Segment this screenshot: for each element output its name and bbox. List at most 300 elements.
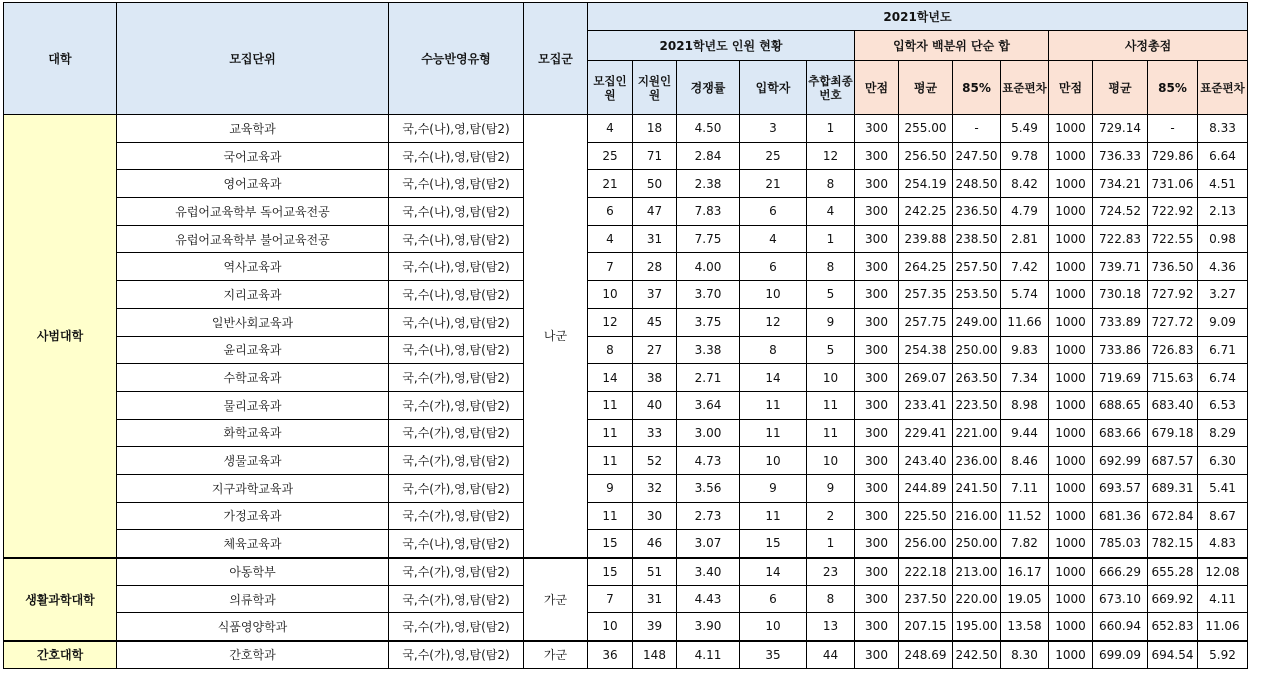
value-cell: 15 (588, 558, 633, 586)
header-college: 대학 (4, 3, 117, 115)
value-cell: 2.38 (677, 170, 740, 198)
value-cell: 736.50 (1148, 253, 1198, 281)
value-cell: 7 (588, 253, 633, 281)
value-cell: 21 (588, 170, 633, 198)
value-cell: 669.92 (1148, 585, 1198, 613)
college-cell: 간호대학 (4, 641, 117, 669)
value-cell: 51 (633, 558, 677, 586)
header-apply: 지원인원 (633, 61, 677, 115)
value-cell: 1000 (1049, 253, 1093, 281)
group-cell: 나군 (524, 115, 588, 558)
value-cell: 1000 (1049, 391, 1093, 419)
value-cell: 2.73 (677, 502, 740, 530)
value-cell: 9.83 (1001, 336, 1049, 364)
value-cell: 1 (807, 225, 855, 253)
value-cell: 6 (740, 585, 807, 613)
table-row (4, 281, 1248, 309)
value-cell: 213.00 (953, 558, 1001, 586)
value-cell: 733.86 (1093, 336, 1148, 364)
unit-cell: 유럽어교육학부 불어교육전공 (117, 225, 389, 253)
value-cell: 38 (633, 364, 677, 392)
value-cell: 7.82 (1001, 530, 1049, 558)
value-cell: 2.13 (1198, 198, 1248, 226)
value-cell: 1000 (1049, 198, 1093, 226)
table-row (4, 170, 1248, 198)
table-row (4, 502, 1248, 530)
value-cell: 39 (633, 613, 677, 641)
value-cell: 300 (855, 308, 899, 336)
value-cell: 257.50 (953, 253, 1001, 281)
value-cell: 7.83 (677, 198, 740, 226)
value-cell: 3.70 (677, 281, 740, 309)
value-cell: 5 (807, 281, 855, 309)
unit-cell: 의류학과 (117, 585, 389, 613)
value-cell: 1000 (1049, 613, 1093, 641)
value-cell: 300 (855, 641, 899, 669)
value-cell: 241.50 (953, 474, 1001, 502)
value-cell: 225.50 (899, 502, 953, 530)
college-cell: 사범대학 (4, 115, 117, 558)
unit-cell: 식품영양학과 (117, 613, 389, 641)
value-cell: 25 (588, 142, 633, 170)
value-cell: 52 (633, 447, 677, 475)
value-cell: 300 (855, 253, 899, 281)
value-cell: 40 (633, 391, 677, 419)
header-p85-2: 85% (1148, 61, 1198, 115)
type-cell: 국,수(가),영,탐(탐2) (389, 502, 524, 530)
value-cell: 23 (807, 558, 855, 586)
type-cell: 국,수(나),영,탐(탐2) (389, 115, 524, 143)
value-cell: 242.50 (953, 641, 1001, 669)
unit-cell: 지구과학교육과 (117, 474, 389, 502)
value-cell: 4.43 (677, 585, 740, 613)
value-cell: 300 (855, 585, 899, 613)
admissions-table (3, 2, 1248, 669)
value-cell: 239.88 (899, 225, 953, 253)
value-cell: 15 (740, 530, 807, 558)
type-cell: 국,수(가),영,탐(탐2) (389, 613, 524, 641)
value-cell: 724.52 (1093, 198, 1148, 226)
value-cell: 11 (740, 502, 807, 530)
value-cell: 300 (855, 281, 899, 309)
value-cell: 3.56 (677, 474, 740, 502)
value-cell: 27 (633, 336, 677, 364)
value-cell: 3.00 (677, 419, 740, 447)
type-cell: 국,수(가),영,탐(탐2) (389, 391, 524, 419)
value-cell: 10 (807, 364, 855, 392)
value-cell: 13 (807, 613, 855, 641)
value-cell: 300 (855, 115, 899, 143)
header-status: 2021학년도 인원 현황 (588, 31, 855, 61)
value-cell: 233.41 (899, 391, 953, 419)
value-cell: 36 (588, 641, 633, 669)
value-cell: 249.00 (953, 308, 1001, 336)
unit-cell: 수학교육과 (117, 364, 389, 392)
value-cell: 30 (633, 502, 677, 530)
value-cell: 4.73 (677, 447, 740, 475)
type-cell: 국,수(나),영,탐(탐2) (389, 281, 524, 309)
header-last-number: 추합최종번호 (807, 61, 855, 115)
value-cell: 1000 (1049, 308, 1093, 336)
value-cell: 236.00 (953, 447, 1001, 475)
value-cell: 223.50 (953, 391, 1001, 419)
unit-cell: 체육교육과 (117, 530, 389, 558)
value-cell: 13.58 (1001, 613, 1049, 641)
table-row (4, 474, 1248, 502)
value-cell: 719.69 (1093, 364, 1148, 392)
value-cell: 11 (588, 502, 633, 530)
value-cell: 216.00 (953, 502, 1001, 530)
group-cell: 가군 (524, 558, 588, 641)
header-unit: 모집단위 (117, 3, 389, 115)
value-cell: 679.18 (1148, 419, 1198, 447)
value-cell: 8.67 (1198, 502, 1248, 530)
value-cell: 14 (740, 364, 807, 392)
type-cell: 국,수(가),영,탐(탐2) (389, 419, 524, 447)
value-cell: 263.50 (953, 364, 1001, 392)
value-cell: 3.40 (677, 558, 740, 586)
value-cell: 31 (633, 585, 677, 613)
value-cell: 8 (588, 336, 633, 364)
value-cell: 7 (588, 585, 633, 613)
unit-cell: 화학교육과 (117, 419, 389, 447)
value-cell: 44 (807, 641, 855, 669)
value-cell: 46 (633, 530, 677, 558)
value-cell: 688.65 (1093, 391, 1148, 419)
unit-cell: 영어교육과 (117, 170, 389, 198)
value-cell: 11.66 (1001, 308, 1049, 336)
value-cell: 220.00 (953, 585, 1001, 613)
value-cell: 1000 (1049, 281, 1093, 309)
value-cell: 35 (740, 641, 807, 669)
value-cell: 300 (855, 502, 899, 530)
value-cell: 15 (588, 530, 633, 558)
value-cell: 689.31 (1148, 474, 1198, 502)
table-row (4, 336, 1248, 364)
value-cell: 0.98 (1198, 225, 1248, 253)
unit-cell: 아동학부 (117, 558, 389, 586)
value-cell: 1000 (1049, 419, 1093, 447)
value-cell: 785.03 (1093, 530, 1148, 558)
value-cell: 300 (855, 530, 899, 558)
value-cell: 655.28 (1148, 558, 1198, 586)
value-cell: 9.78 (1001, 142, 1049, 170)
value-cell: 50 (633, 170, 677, 198)
type-cell: 국,수(가),영,탐(탐2) (389, 364, 524, 392)
value-cell: 8.30 (1001, 641, 1049, 669)
value-cell: 28 (633, 253, 677, 281)
value-cell: 12.08 (1198, 558, 1248, 586)
value-cell: 730.18 (1093, 281, 1148, 309)
value-cell: 243.40 (899, 447, 953, 475)
value-cell: 300 (855, 336, 899, 364)
type-cell: 국,수(나),영,탐(탐2) (389, 170, 524, 198)
value-cell: 1000 (1049, 336, 1093, 364)
value-cell: 699.09 (1093, 641, 1148, 669)
value-cell: 5.74 (1001, 281, 1049, 309)
value-cell: 1000 (1049, 115, 1093, 143)
header-sd2: 표준편차 (1198, 61, 1248, 115)
value-cell: 683.66 (1093, 419, 1148, 447)
value-cell: 4 (807, 198, 855, 226)
value-cell: 693.57 (1093, 474, 1148, 502)
value-cell: 237.50 (899, 585, 953, 613)
value-cell: 32 (633, 474, 677, 502)
value-cell: 269.07 (899, 364, 953, 392)
table-row (4, 613, 1248, 641)
value-cell: 1000 (1049, 364, 1093, 392)
value-cell: 300 (855, 391, 899, 419)
value-cell: 1000 (1049, 170, 1093, 198)
table-row (4, 308, 1248, 336)
unit-cell: 일반사회교육과 (117, 308, 389, 336)
value-cell: 4 (740, 225, 807, 253)
value-cell: 257.75 (899, 308, 953, 336)
value-cell: 47 (633, 198, 677, 226)
table-row (4, 447, 1248, 475)
header-recruit: 모집인원 (588, 61, 633, 115)
value-cell: 1 (807, 530, 855, 558)
value-cell: 3.07 (677, 530, 740, 558)
unit-cell: 물리교육과 (117, 391, 389, 419)
value-cell: 673.10 (1093, 585, 1148, 613)
value-cell: 254.38 (899, 336, 953, 364)
value-cell: 11.06 (1198, 613, 1248, 641)
value-cell: 1000 (1049, 641, 1093, 669)
table-row (4, 142, 1248, 170)
header-percentile-sum: 입학자 백분위 단순 합 (855, 31, 1049, 61)
table-row (4, 198, 1248, 226)
header-avg: 평균 (899, 61, 953, 115)
type-cell: 국,수(나),영,탐(탐2) (389, 253, 524, 281)
value-cell: 727.92 (1148, 281, 1198, 309)
value-cell: 236.50 (953, 198, 1001, 226)
value-cell: 10 (740, 281, 807, 309)
value-cell: 2.84 (677, 142, 740, 170)
table-row (4, 641, 1248, 669)
value-cell: 6 (740, 198, 807, 226)
value-cell: 11.52 (1001, 502, 1049, 530)
value-cell: 300 (855, 142, 899, 170)
value-cell: 683.40 (1148, 391, 1198, 419)
value-cell: 250.00 (953, 336, 1001, 364)
value-cell: 257.35 (899, 281, 953, 309)
value-cell: 6.53 (1198, 391, 1248, 419)
value-cell: 71 (633, 142, 677, 170)
value-cell: 300 (855, 558, 899, 586)
value-cell: 729.86 (1148, 142, 1198, 170)
value-cell: 4.11 (1198, 585, 1248, 613)
value-cell: 229.41 (899, 419, 953, 447)
value-cell: 8 (740, 336, 807, 364)
value-cell: 25 (740, 142, 807, 170)
value-cell: 739.71 (1093, 253, 1148, 281)
value-cell: 1000 (1049, 558, 1093, 586)
value-cell: 250.00 (953, 530, 1001, 558)
value-cell: 9 (807, 308, 855, 336)
unit-cell: 지리교육과 (117, 281, 389, 309)
header-max2: 만점 (1049, 61, 1093, 115)
header-max: 만점 (855, 61, 899, 115)
value-cell: 4 (588, 225, 633, 253)
value-cell: 300 (855, 419, 899, 447)
value-cell: 692.99 (1093, 447, 1148, 475)
value-cell: 729.14 (1093, 115, 1148, 143)
value-cell: 10 (588, 281, 633, 309)
value-cell: - (953, 115, 1001, 143)
type-cell: 국,수(나),영,탐(탐2) (389, 225, 524, 253)
header-group: 모집군 (524, 3, 588, 115)
type-cell: 국,수(가),영,탐(탐2) (389, 641, 524, 669)
table-row (4, 225, 1248, 253)
unit-cell: 유럽어교육학부 독어교육전공 (117, 198, 389, 226)
value-cell: 14 (588, 364, 633, 392)
value-cell: 4.83 (1198, 530, 1248, 558)
value-cell: 300 (855, 613, 899, 641)
value-cell: 1000 (1049, 502, 1093, 530)
value-cell: 6.74 (1198, 364, 1248, 392)
value-cell: 6 (740, 253, 807, 281)
value-cell: 733.89 (1093, 308, 1148, 336)
value-cell: 1 (807, 115, 855, 143)
value-cell: 10 (807, 447, 855, 475)
value-cell: 12 (740, 308, 807, 336)
value-cell: 2.71 (677, 364, 740, 392)
table-row (4, 253, 1248, 281)
value-cell: 7.34 (1001, 364, 1049, 392)
value-cell: 7.11 (1001, 474, 1049, 502)
college-cell: 생활과학대학 (4, 558, 117, 641)
value-cell: 9 (807, 474, 855, 502)
value-cell: 3.38 (677, 336, 740, 364)
value-cell: 300 (855, 364, 899, 392)
type-cell: 국,수(나),영,탐(탐2) (389, 530, 524, 558)
type-cell: 국,수(나),영,탐(탐2) (389, 142, 524, 170)
value-cell: 256.00 (899, 530, 953, 558)
group-cell: 가군 (524, 641, 588, 669)
value-cell: 207.15 (899, 613, 953, 641)
header-avg2: 평균 (1093, 61, 1148, 115)
value-cell: 221.00 (953, 419, 1001, 447)
unit-cell: 생물교육과 (117, 447, 389, 475)
value-cell: 6 (588, 198, 633, 226)
value-cell: 11 (740, 419, 807, 447)
value-cell: 4.00 (677, 253, 740, 281)
table-row (4, 115, 1248, 143)
table-row (4, 530, 1248, 558)
value-cell: 722.55 (1148, 225, 1198, 253)
header-p85: 85% (953, 61, 1001, 115)
unit-cell: 역사교육과 (117, 253, 389, 281)
value-cell: 694.54 (1148, 641, 1198, 669)
table-row (4, 419, 1248, 447)
value-cell: 253.50 (953, 281, 1001, 309)
value-cell: 9 (588, 474, 633, 502)
value-cell: 8.33 (1198, 115, 1248, 143)
value-cell: 19.05 (1001, 585, 1049, 613)
value-cell: 14 (740, 558, 807, 586)
value-cell: 6.71 (1198, 336, 1248, 364)
value-cell: 238.50 (953, 225, 1001, 253)
value-cell: 731.06 (1148, 170, 1198, 198)
value-cell: 7.75 (677, 225, 740, 253)
value-cell: 2.81 (1001, 225, 1049, 253)
value-cell: 12 (588, 308, 633, 336)
value-cell: 300 (855, 170, 899, 198)
value-cell: 782.15 (1148, 530, 1198, 558)
value-cell: 10 (588, 613, 633, 641)
value-cell: 1000 (1049, 225, 1093, 253)
value-cell: - (1148, 115, 1198, 143)
value-cell: 722.92 (1148, 198, 1198, 226)
value-cell: 222.18 (899, 558, 953, 586)
value-cell: 7.42 (1001, 253, 1049, 281)
value-cell: 727.72 (1148, 308, 1198, 336)
value-cell: 247.50 (953, 142, 1001, 170)
value-cell: 5 (807, 336, 855, 364)
value-cell: 4.79 (1001, 198, 1049, 226)
value-cell: 264.25 (899, 253, 953, 281)
value-cell: 242.25 (899, 198, 953, 226)
value-cell: 11 (807, 419, 855, 447)
value-cell: 8 (807, 585, 855, 613)
unit-cell: 교육학과 (117, 115, 389, 143)
value-cell: 4.50 (677, 115, 740, 143)
value-cell: 300 (855, 447, 899, 475)
value-cell: 10 (740, 447, 807, 475)
value-cell: 3.64 (677, 391, 740, 419)
value-cell: 734.21 (1093, 170, 1148, 198)
value-cell: 681.36 (1093, 502, 1148, 530)
value-cell: 8.42 (1001, 170, 1049, 198)
value-cell: 6.64 (1198, 142, 1248, 170)
value-cell: 248.50 (953, 170, 1001, 198)
type-cell: 국,수(가),영,탐(탐2) (389, 447, 524, 475)
value-cell: 8 (807, 253, 855, 281)
value-cell: 687.57 (1148, 447, 1198, 475)
table-row (4, 391, 1248, 419)
value-cell: 33 (633, 419, 677, 447)
type-cell: 국,수(가),영,탐(탐2) (389, 585, 524, 613)
value-cell: 254.19 (899, 170, 953, 198)
value-cell: 5.49 (1001, 115, 1049, 143)
value-cell: 3.75 (677, 308, 740, 336)
value-cell: 12 (807, 142, 855, 170)
type-cell: 국,수(나),영,탐(탐2) (389, 308, 524, 336)
header-enroll: 입학자 (740, 61, 807, 115)
value-cell: 9.09 (1198, 308, 1248, 336)
value-cell: 31 (633, 225, 677, 253)
value-cell: 248.69 (899, 641, 953, 669)
value-cell: 3.90 (677, 613, 740, 641)
value-cell: 1000 (1049, 530, 1093, 558)
type-cell: 국,수(나),영,탐(탐2) (389, 336, 524, 364)
value-cell: 726.83 (1148, 336, 1198, 364)
value-cell: 9.44 (1001, 419, 1049, 447)
unit-cell: 간호학과 (117, 641, 389, 669)
value-cell: 672.84 (1148, 502, 1198, 530)
value-cell: 5.92 (1198, 641, 1248, 669)
value-cell: 300 (855, 474, 899, 502)
value-cell: 21 (740, 170, 807, 198)
value-cell: 11 (740, 391, 807, 419)
value-cell: 18 (633, 115, 677, 143)
value-cell: 148 (633, 641, 677, 669)
value-cell: 16.17 (1001, 558, 1049, 586)
value-cell: 255.00 (899, 115, 953, 143)
value-cell: 1000 (1049, 474, 1093, 502)
value-cell: 300 (855, 198, 899, 226)
